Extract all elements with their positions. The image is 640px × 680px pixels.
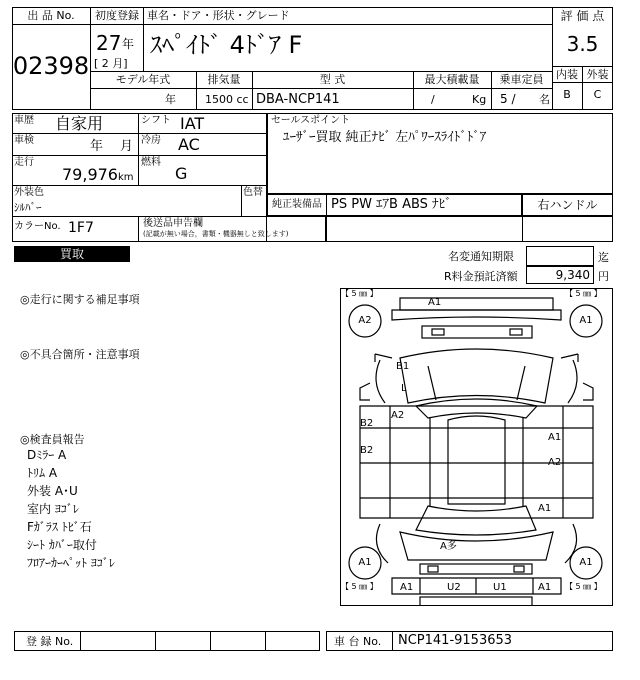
defects-notes-title: ◎不具合箇所・注意事項 [20, 348, 140, 361]
type-value: DBA-NCP141 [256, 92, 340, 107]
rear-u2-grade: U2 [447, 582, 461, 593]
driving-notes-title: ◎走行に関する補足事項 [20, 293, 140, 306]
wheel-fl-grade: A2 [358, 315, 372, 326]
max-load-unit: Kg [472, 93, 487, 106]
max-load-slash: / [431, 93, 435, 106]
hood-grade-b1: B1 [396, 361, 410, 372]
divider [90, 88, 552, 89]
capacity-value: 5 / [500, 92, 516, 106]
first-reg-month: [ 2 月] [94, 57, 128, 70]
inspector-item: ﾄﾘﾑ A [27, 466, 58, 480]
rear-u1-grade: U1 [493, 582, 507, 593]
car-name: ｽﾍﾟｲﾄﾞ 4ﾄﾞｱ F [150, 31, 303, 59]
divider [12, 155, 267, 156]
inspector-item: Fｶﾞﾗｽ ﾄﾋﾞ石 [27, 520, 92, 534]
history-value: 自家用 [55, 114, 104, 133]
inspector-item: 室内 ﾖｺﾞﾚ [27, 502, 79, 516]
divider [143, 24, 144, 71]
divider [12, 133, 267, 134]
divider [210, 631, 211, 651]
history-label: 車歴 [14, 115, 34, 126]
trunk-shape [400, 532, 553, 560]
mileage-value: 79,976 [62, 165, 118, 184]
color-no-label: カラーNo. [14, 221, 61, 232]
divider [90, 24, 552, 25]
car-name-label: 車名・ドア・形状・グレード [147, 9, 290, 22]
roof-shape [448, 416, 505, 504]
equipment-label: 純正装備品 [272, 199, 322, 210]
equipment-value: PS PW ｴｱB ABS ﾅﾋﾞ [331, 197, 452, 212]
left-side-grade-b2-bottom: B2 [360, 445, 374, 456]
inspector-item: ｼｰﾄ ｶﾊﾞｰ取付 [27, 538, 97, 552]
max-load-label: 最大積載量 [424, 73, 480, 86]
ac-value: AC [178, 135, 200, 154]
roof-rear-grade: A多 [440, 541, 457, 552]
divider [265, 631, 266, 651]
first-reg-label: 初度登録 [95, 9, 139, 22]
sales-point-text: ﾕｰｻﾞｰ買取 純正ﾅﾋﾞ 左ﾊﾟﾜｰｽﾗｲﾄﾞﾄﾞｱ [283, 130, 487, 145]
color-value: ｼﾙﾊﾞｰ [14, 201, 42, 214]
interior-label: 内装 [556, 68, 578, 81]
wheel-rl-grade: A1 [358, 557, 372, 568]
inspector-item: Dﾐﾗｰ A [27, 448, 67, 462]
divider [241, 185, 242, 216]
fuel-value: G [175, 164, 188, 183]
tire-depth-fr: 【 5 ㎜ 】 [565, 289, 602, 298]
exterior-label: 外装 [586, 68, 609, 81]
listing-no: 02398 [12, 52, 90, 80]
wheel-rr-grade: A1 [579, 557, 593, 568]
name-change-unit: 迄 [598, 251, 609, 264]
divider [90, 71, 552, 72]
hood-grade-l: L [401, 383, 407, 394]
inspection-label: 車検 [14, 135, 34, 146]
steering-value: 右ハンドル [537, 198, 598, 212]
left-side-grade-b2-top: B2 [360, 418, 374, 429]
blank-box-right [326, 216, 613, 242]
score-value: 3.5 [566, 32, 599, 56]
inspector-title: ◎検査員報告 [20, 433, 85, 446]
aftermarket-label: 後送品申告欄 [143, 218, 203, 229]
name-change-label: 名変通知期限 [448, 250, 514, 263]
recycle-amount: 9,340 [555, 268, 590, 282]
model-year-unit: 年 [165, 93, 176, 106]
divider [326, 194, 327, 216]
left-front-fender-grade: A2 [391, 410, 405, 421]
sales-point-label: セールスポイント [271, 115, 351, 126]
registration-label: 登 録 No. [26, 635, 74, 648]
right-front-door-grade: A1 [548, 432, 562, 443]
year-unit: 年 [122, 37, 135, 51]
recycle-unit: 円 [598, 270, 609, 283]
exterior-grade: C [593, 88, 602, 101]
color-no-value: 1F7 [68, 220, 94, 236]
mileage-unit: km [118, 172, 134, 183]
inspector-item: ﾌﾛｱｰｶｰﾍﾟｯﾄ ﾖｺﾞﾚ [27, 556, 115, 570]
tire-depth-fl: 【 5 ㎜ 】 [341, 289, 378, 298]
divider [12, 24, 90, 25]
fuel-label: 燃料 [141, 157, 161, 168]
ac-label: 冷房 [141, 135, 161, 146]
divider [12, 185, 267, 186]
shift-label: シフト [141, 115, 171, 126]
front-grille-shape [422, 326, 532, 338]
tire-depth-rr: 【 5 ㎜ 】 [565, 582, 602, 591]
name-change-box [526, 246, 594, 266]
tire-depth-rl: 【 5 ㎜ 】 [341, 582, 378, 591]
capacity-label: 乗車定員 [499, 73, 544, 86]
divider [138, 113, 139, 185]
purchase-badge: 買取 [14, 246, 130, 262]
listing-no-label: 出 品 No. [27, 9, 75, 22]
score-label: 評 価 点 [560, 9, 605, 23]
divider [522, 216, 523, 242]
divider [90, 7, 91, 110]
mileage-label: 走行 [14, 157, 34, 168]
divider [552, 82, 613, 83]
hood-shape [400, 349, 553, 403]
aftermarket-note: (記載が無い場合，書類・機器無しと致します) [143, 230, 289, 238]
color-label: 外装色 [14, 187, 44, 198]
model-year-label: モデル年式 [115, 73, 171, 86]
first-reg-year: 27 [96, 31, 122, 55]
front-bumper-grade: A1 [428, 297, 442, 308]
inspection-month: 月 [120, 139, 134, 154]
divider [143, 7, 144, 24]
chassis-no: NCP141-9153653 [398, 633, 513, 648]
displacement-label: 排気量 [207, 73, 241, 86]
chassis-label: 車 台 No. [334, 635, 382, 648]
rear-left-grade: A1 [400, 582, 414, 593]
shift-value: IAT [180, 114, 205, 133]
divider [155, 631, 156, 651]
inspector-item: 外装 A･U [27, 484, 78, 498]
color-change-label: 色替 [243, 187, 263, 198]
capacity-unit: 名 [539, 93, 550, 106]
interior-grade: B [563, 88, 571, 101]
front-bumper-shape [400, 298, 553, 310]
displacement-value: 1500 cc [205, 93, 249, 106]
right-rear-fender-grade: A1 [538, 503, 552, 514]
inspection-year: 年 [90, 139, 104, 154]
divider [392, 631, 393, 651]
right-rear-door-grade: A2 [548, 457, 562, 468]
wheel-fr-grade: A1 [579, 315, 593, 326]
divider [80, 631, 81, 651]
recycle-label: R料金預託済額 [444, 270, 518, 283]
rear-right-grade: A1 [538, 582, 552, 593]
type-label: 型 式 [319, 73, 346, 86]
